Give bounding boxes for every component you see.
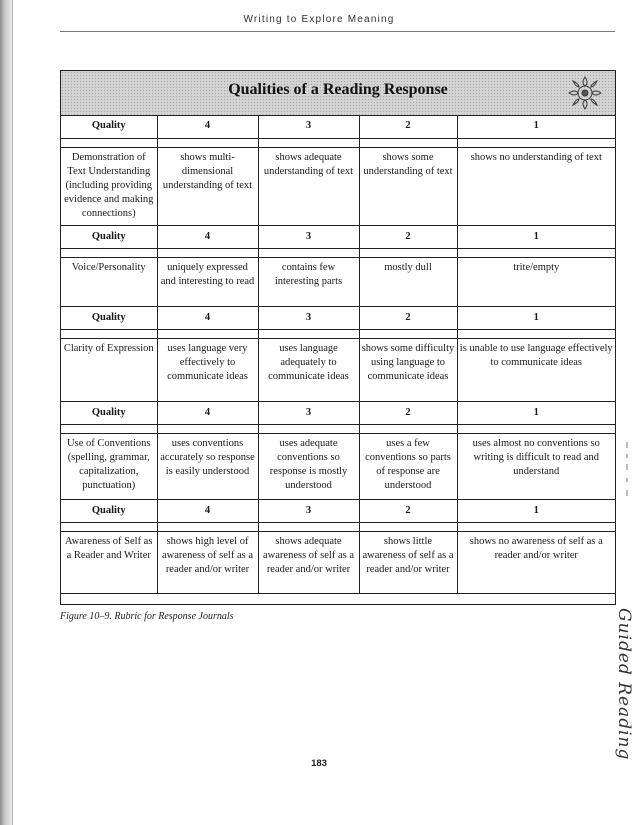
rubric-title-band [61,71,615,116]
descriptor-score-1: shows no understanding of text [457,147,615,225]
header-score-3: 3 [258,225,359,248]
figure-caption: Figure 10–9. Rubric for Response Journals [60,611,234,622]
rubric-title: Qualities of a Reading Response [228,81,448,98]
quality-header-row [61,499,615,522]
header-quality: Quality [61,306,157,329]
section-spacer [61,138,615,147]
header-score-3: 3 [258,401,359,424]
descriptor-score-3: uses adequate conventions so response is mostly understood [258,433,359,499]
quality-header-row [61,115,615,138]
handwritten-text: Guided Reading [614,608,634,761]
page-edge [12,0,13,825]
section-spacer [61,248,615,257]
rubric-box [60,70,616,605]
criterion-label: Voice/Personality [61,257,157,306]
section-spacer [61,522,615,531]
descriptor-score-2: shows little awareness of self as a reader and/or writer [359,531,457,593]
descriptor-score-1: uses almost no conventions so writing is difficult to read and understand [457,433,615,499]
header-score-2: 2 [359,499,457,522]
header-score-3: 3 [258,306,359,329]
criterion-row [61,147,615,225]
descriptor-score-1: trite/empty [457,257,615,306]
descriptor-score-3: contains few interesting parts [258,257,359,306]
header-score-1: 1 [457,306,615,329]
header-score-2: 2 [359,225,457,248]
header-score-1: 1 [457,115,615,138]
header-score-2: 2 [359,306,457,329]
descriptor-score-3: shows adequate understanding of text [258,147,359,225]
criterion-label: Demonstration of Text Understanding (including providing evidence and making connections) [61,147,157,225]
rubric-table [61,115,615,594]
header-quality: Quality [61,115,157,138]
handwritten-margin-note [612,608,634,808]
descriptor-score-2: shows some understanding of text [359,147,457,225]
header-score-3: 3 [258,499,359,522]
descriptor-score-2: uses a few conventions so parts of response are understood [359,433,457,499]
criterion-row [61,257,615,306]
criterion-row [61,338,615,401]
section-spacer [61,329,615,338]
descriptor-score-4: shows multi-dimensional understanding of text [157,147,258,225]
header-quality: Quality [61,225,157,248]
header-score-4: 4 [157,115,258,138]
criterion-row [61,433,615,499]
descriptor-score-2: shows some difficulty using language to communicate ideas [359,338,457,401]
header-score-2: 2 [359,115,457,138]
descriptor-score-4: shows high level of awareness of self as a reader and/or writer [157,531,258,593]
descriptor-score-1: is unable to use language effectively to communicate ideas [457,338,615,401]
quality-header-row [61,225,615,248]
header-quality: Quality [61,401,157,424]
criterion-label: Use of Conventions (spelling, grammar, capitalization, punctuation) [61,433,157,499]
running-head: Writing to Explore Meaning [243,14,395,25]
descriptor-score-3: uses language adequately to communicate ideas [258,338,359,401]
descriptor-score-3: shows adequate awareness of self as a reader and/or writer [258,531,359,593]
section-spacer [61,424,615,433]
quality-header-row [61,306,615,329]
header-score-4: 4 [157,306,258,329]
header-score-1: 1 [457,401,615,424]
floral-ornament-icon [567,75,603,111]
book-spine-shadow [0,0,12,825]
header-score-3: 3 [258,115,359,138]
descriptor-score-4: uses language very effectively to communicate ideas [157,338,258,401]
header-score-4: 4 [157,401,258,424]
header-rule [60,31,615,32]
header-score-1: 1 [457,225,615,248]
descriptor-score-4: uniquely expressed and interesting to read [157,257,258,306]
header-quality: Quality [61,499,157,522]
quality-header-row [61,401,615,424]
criterion-label: Awareness of Self as a Reader and Writer [61,531,157,593]
header-score-2: 2 [359,401,457,424]
margin-tick-marks [624,440,630,500]
descriptor-score-2: mostly dull [359,257,457,306]
criterion-row [61,531,615,593]
header-score-4: 4 [157,499,258,522]
criterion-label: Clarity of Expression [61,338,157,401]
descriptor-score-4: uses conventions accurately so response is easily understood [157,433,258,499]
header-score-1: 1 [457,499,615,522]
header-score-4: 4 [157,225,258,248]
descriptor-score-1: shows no awareness of self as a reader and/or writer [457,531,615,593]
page-number: 183 [311,758,327,769]
